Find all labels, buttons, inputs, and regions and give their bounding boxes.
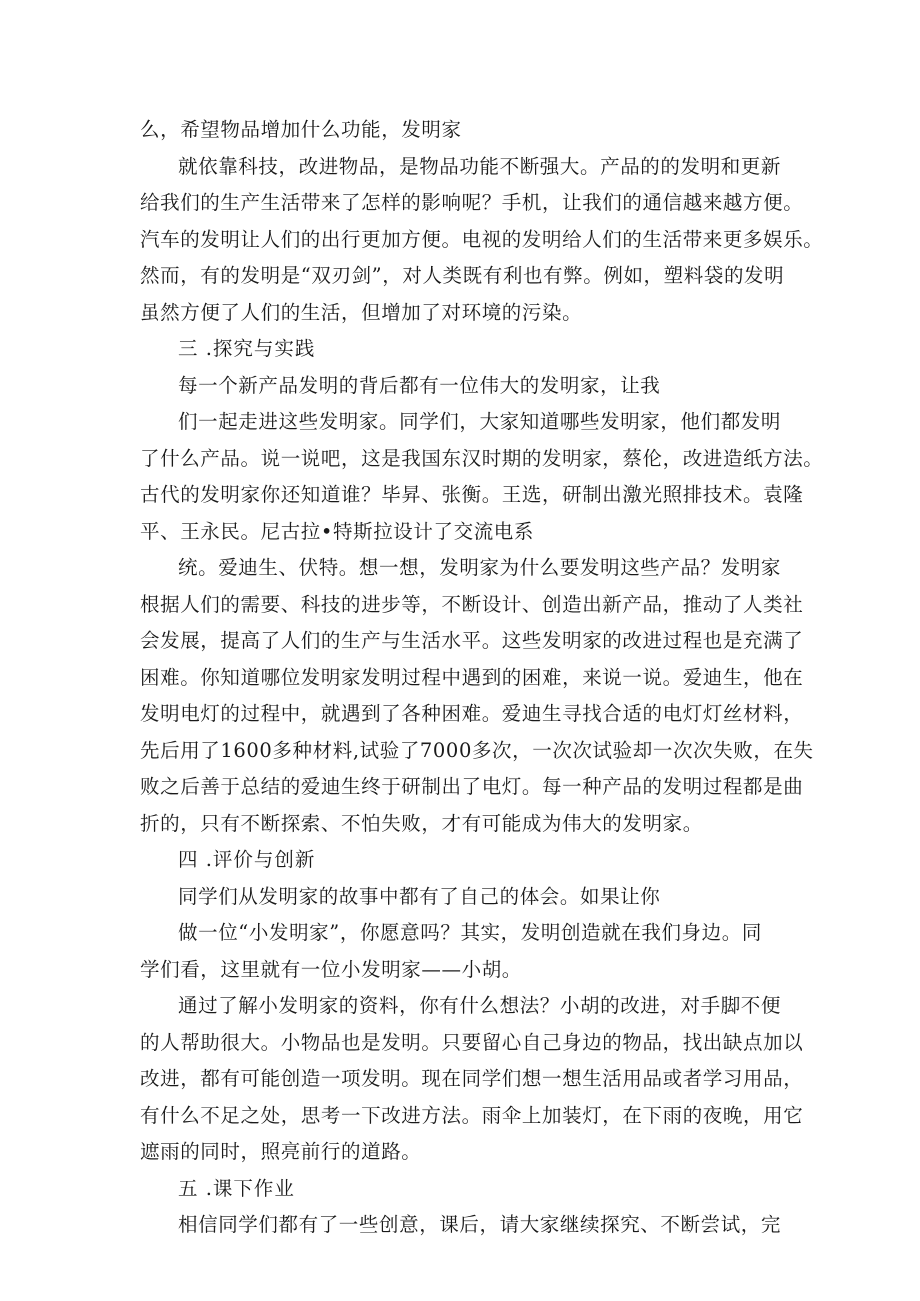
text-line: 败之后善于总结的爱迪生终于研制出了电灯。每一种产品的发明过程都是曲 [140,775,804,798]
text-line: 平、王永民。尼古拉•特斯拉设计了交流电系 [140,520,535,543]
text-line: 会发展，提高了人们的生产与生活水平。这些发明家的改进过程也是充满了 [140,629,804,652]
text-line: 折的，只有不断探索、不怕失败，才有可能成为伟大的发明家。 [140,812,703,835]
text-line: 每一个新产品发明的背后都有一位伟大的发明家，让我 [178,374,661,397]
text-line: 同学们从发明家的故事中都有了自己的体会。如果让你 [178,885,661,908]
text-line: 的人帮助很大。小物品也是发明。只要留心自己身边的物品，找出缺点加以 [140,1031,804,1054]
text-line: 了什么产品。说一说吧，这是我国东汉时期的发明家，蔡伦，改进造纸方法。 [140,447,824,470]
text-line: 改进，都有可能创造一项发明。现在同学们想一想生活用品或者学习用品， [140,1067,804,1090]
text-line: 根据人们的需要、科技的进步等，不断设计、创造出新产品，推动了人类社 [140,593,804,616]
text-line: 遮雨的同时，照亮前行的道路。 [140,1140,422,1163]
text-line: 古代的发明家你还知道谁？毕昇、张衡。王选，研制出激光照排技术。袁隆 [140,483,804,506]
text-line: 统。爱迪生、伏特。想一想，发明家为什么要发明这些产品？发明家 [178,556,782,579]
section-heading-3: 三 .探究与实践 [178,337,316,360]
text-line: 们一起走进这些发明家。同学们，大家知道哪些发明家，他们都发明 [178,410,782,433]
text-line: 汽车的发明让人们的出行更加方便。电视的发明给人们的生活带来更多娱乐。 [140,228,824,251]
text-line: 然而，有的发明是“双刃剑”，对人类既有利也有弊。例如，塑料袋的发明 [140,264,785,287]
text-line: 发明电灯的过程中，就遇到了各种困难。爱迪生寻找合适的电灯灯丝材料， [140,702,804,725]
text-line: 通过了解小发明家的资料，你有什么想法？小胡的改进，对手脚不便 [178,994,782,1017]
text-line: 困难。你知道哪位发明家发明过程中遇到的困难，来说一说。爱迪生，他在 [140,666,804,689]
section-heading-4: 四 .评价与创新 [178,848,316,871]
text-line: 么，希望物品增加什么功能，发明家 [140,118,462,141]
text-line: 给我们的生产生活带来了怎样的影响呢？手机，让我们的通信越来越方便。 [140,191,804,214]
text-line: 相信同学们都有了一些创意，课后，请大家继续探究、不断尝试，完 [178,1213,782,1236]
text-line: 学们看，这里就有一位小发明家——小胡。 [140,958,522,981]
text-line: 虽然方便了人们的生活，但增加了对环境的污染。 [140,301,583,324]
text-line: 做一位“小发明家”，你愿意吗？其实，发明创造就在我们身边。同 [178,921,762,944]
text-line: 先后用了1600多种材料,试验了7000多次，一次次试验却一次次失败，在失 [140,739,814,762]
text-line: 就依靠科技，改进物品，是物品功能不断强大。产品的的发明和更新 [178,155,782,178]
section-heading-5: 五 .课下作业 [178,1177,295,1200]
text-line: 有什么不足之处，思考一下改进方法。雨伞上加装灯，在下雨的夜晚，用它 [140,1104,804,1127]
